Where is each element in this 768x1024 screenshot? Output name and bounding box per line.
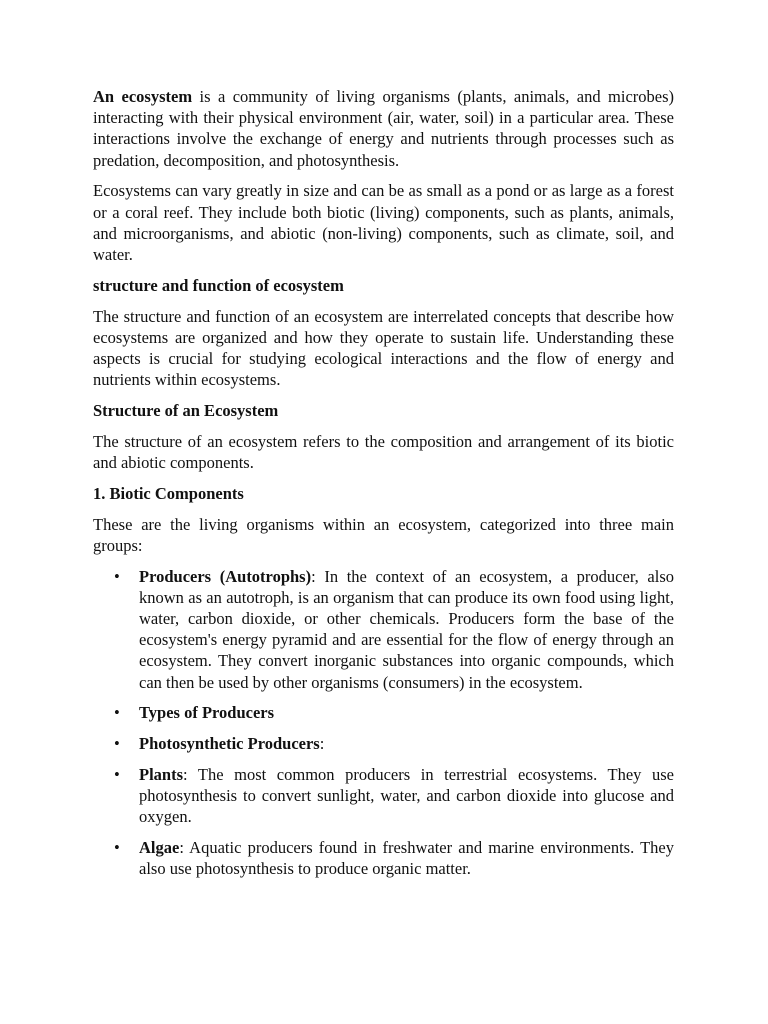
list-item-term: Photosynthetic Producers: [139, 734, 320, 754]
size-paragraph: Ecosystems can vary greatly in size and can be as small as a pond or as large as a forest or a coral reef. They include both biotic (living) components, such as plants, animals, and microorganisms, and abiotic (non-living) components, such as climate, soil, and water.: [93, 181, 674, 265]
biotic-list: [93, 566, 674, 880]
list-item-term: Plants: [139, 765, 184, 785]
bullet-icon: •: [114, 734, 120, 754]
list-item-producers: [93, 566, 674, 693]
list-item-plants: [93, 764, 674, 828]
list-item-text: : The most common producers in terrestrial ecosystems. They use photosynthesis to convert sunlight, water, and carbon dioxide into glucose and oxygen.: [139, 765, 674, 827]
list-item-text: : In the context of an ecosystem, a producer, also known as an autotroph, is an organism that can produce its own food using light, water, carbon dioxide, or other chemicals. Producers form the base of the ecosystem's energy pyramid and are essential for the flow of energy through an ecosystem. They convert inorganic substances into organic compounds, which can then be used by other organisms (consumers) in the ecosystem.: [139, 566, 674, 692]
document-page: [93, 86, 674, 889]
list-item-term: Producers (Autotrophs): [139, 566, 312, 586]
intro-text: is a community of living organisms (plants, animals, and microbes) interacting with their physical environment (air, water, soil) in a particular area. These interactions involve the exchange of energy and nutrients through processes such as predation, decomposition, and photosynthesis.: [93, 87, 674, 170]
bullet-icon: •: [114, 703, 120, 723]
list-item-types: [93, 702, 674, 723]
intro-term: An ecosystem: [93, 87, 193, 106]
bullet-icon: •: [114, 838, 120, 858]
list-item-photosynthetic: [93, 733, 674, 754]
list-item-text: :: [319, 734, 325, 754]
bullet-icon: •: [114, 566, 120, 586]
list-item-algae: [93, 837, 674, 879]
biotic-paragraph: These are the living organisms within an ecosystem, categorized into three main groups:: [93, 514, 674, 555]
list-item-term: Algae: [139, 838, 180, 858]
list-item-text: : Aquatic producers found in freshwater and marine environments. They also use photosynthesis to produce organic matter.: [139, 838, 674, 879]
structure-function-paragraph: The structure and function of an ecosystem are interrelated concepts that describe how ecosystems are organized and how they operate to sustain life. Understanding these aspects is crucial for studying ecological interactions and the flow of energy and nutrients within ecosystems.: [93, 306, 674, 390]
intro-paragraph: [93, 86, 674, 171]
section-heading-structure: Structure of an Ecosystem: [93, 401, 279, 421]
list-item-term: Types of Producers: [139, 703, 275, 723]
section-heading-biotic: 1. Biotic Components: [93, 483, 244, 503]
structure-paragraph: The structure of an ecosystem refers to the composition and arrangement of its biotic and abiotic components.: [93, 431, 674, 473]
bullet-icon: •: [114, 765, 120, 785]
section-heading-structure-function: structure and function of ecosystem: [93, 275, 344, 295]
